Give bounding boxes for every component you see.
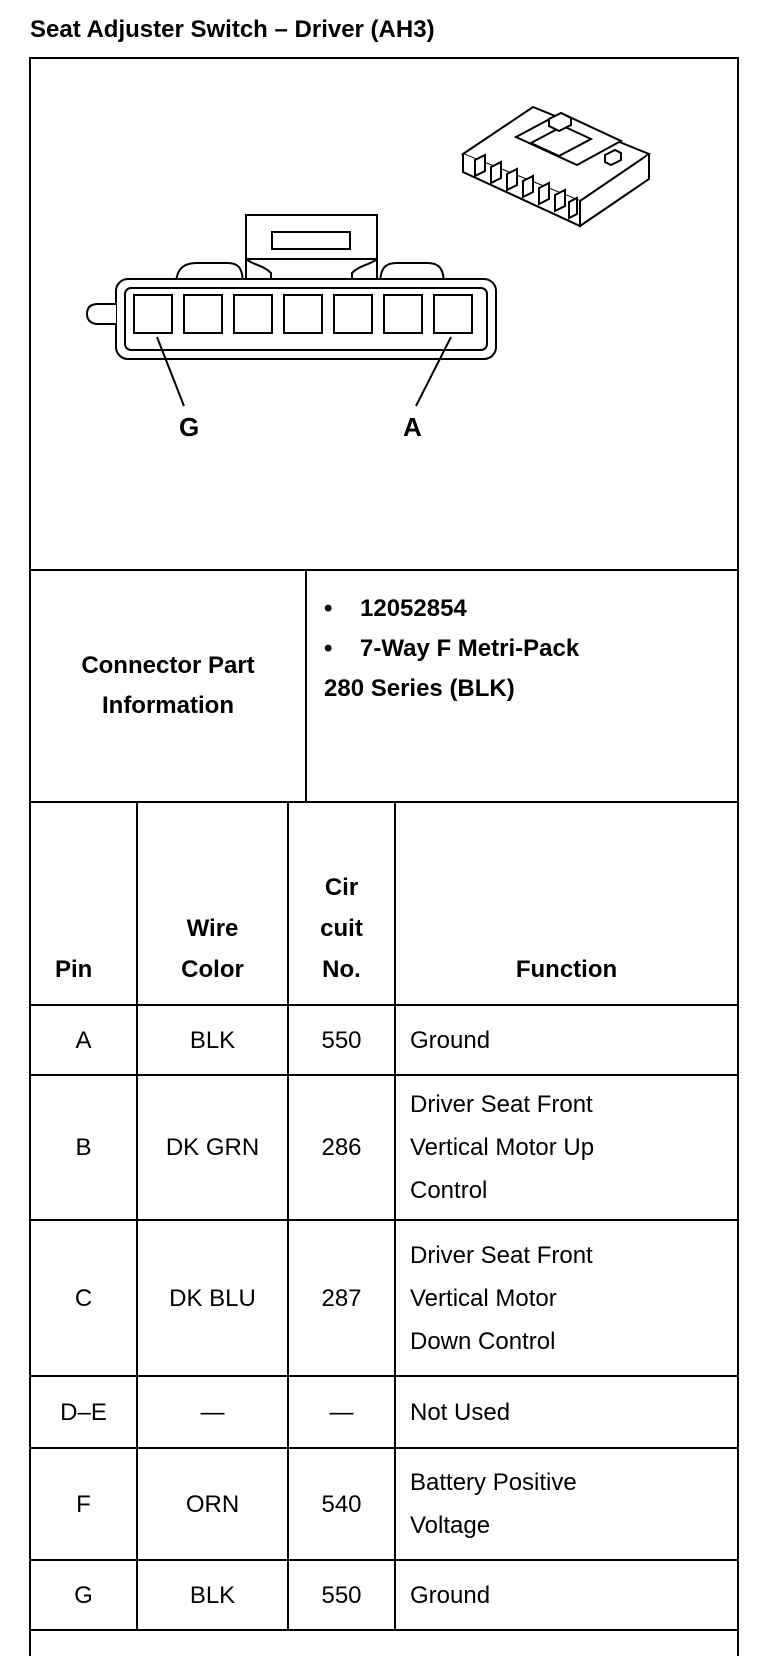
latch-window [272,232,350,249]
pin-a-label: A [403,412,422,442]
connector-type: 7-Way F Metri-Pack [360,635,580,662]
cavity-d [284,295,322,333]
header-wire-color: Wire Color [137,802,288,1005]
table-row [31,1560,737,1630]
cavity-e [234,295,272,333]
connector-part-info-value [307,571,737,801]
function-cell: Ground [395,1005,737,1075]
connector-type-line [324,629,737,669]
connector-part-info-row [31,569,737,801]
connector-face-illustration [31,59,737,569]
table-row [31,1005,737,1075]
cavity-g [134,295,172,333]
table-row [31,1376,737,1448]
pin-cell: B [31,1075,137,1220]
wire-color-cell: DK GRN [137,1075,288,1220]
cavity-b [384,295,422,333]
wire-color-cell: DK BLU [137,1220,288,1376]
part-number-line [324,589,737,629]
header-circuit-no: Cir cuit No. [288,802,395,1005]
pin-table [31,801,737,1631]
header-function: Function [395,802,737,1005]
connector-drawing [31,59,737,569]
page-title: Seat Adjuster Switch – Driver (AH3) [30,16,435,43]
table-row [31,1075,737,1220]
connector-isometric-icon [463,107,649,226]
function-cell: Driver Seat Front Vertical Motor Down Control [395,1220,737,1376]
header-pin: Pin [31,802,137,1005]
circuit-cell: 287 [288,1220,395,1376]
wire-color-cell: — [137,1376,288,1448]
function-cell: Ground [395,1560,737,1630]
wire-color-cell: ORN [137,1448,288,1560]
connector-sheet [29,57,739,1656]
part-number: 12052854 [360,595,467,622]
info-label-line1: Connector Part [81,652,255,679]
function-cell: Battery Positive Voltage [395,1448,737,1560]
cavity-f [184,295,222,333]
pin-cell: D–E [31,1376,137,1448]
cavity-a [434,295,472,333]
table-row [31,1448,737,1560]
pin-cell: F [31,1448,137,1560]
pin-cell: A [31,1005,137,1075]
table-row [31,1220,737,1376]
info-label-line2: Information [101,692,234,719]
bullet-icon: • [324,635,333,662]
pin-table-header [31,802,737,1005]
connector-part-info-label [31,571,307,801]
wire-color-cell: BLK [137,1005,288,1075]
bullet-icon: • [324,595,333,622]
circuit-cell: 286 [288,1075,395,1220]
left-tab [87,304,116,324]
pin-g-label: G [179,412,200,442]
function-cell: Driver Seat Front Vertical Motor Up Control [395,1075,737,1220]
function-cell: Not Used [395,1376,737,1448]
wire-color-cell: BLK [137,1560,288,1630]
circuit-cell: 550 [288,1560,395,1630]
circuit-cell: — [288,1376,395,1448]
circuit-cell: 550 [288,1005,395,1075]
pin-cell: C [31,1220,137,1376]
pin-cell: G [31,1560,137,1630]
pin-cavities [134,295,472,333]
connector-series: 280 Series (BLK) [324,675,515,702]
circuit-cell: 540 [288,1448,395,1560]
cavity-c [334,295,372,333]
